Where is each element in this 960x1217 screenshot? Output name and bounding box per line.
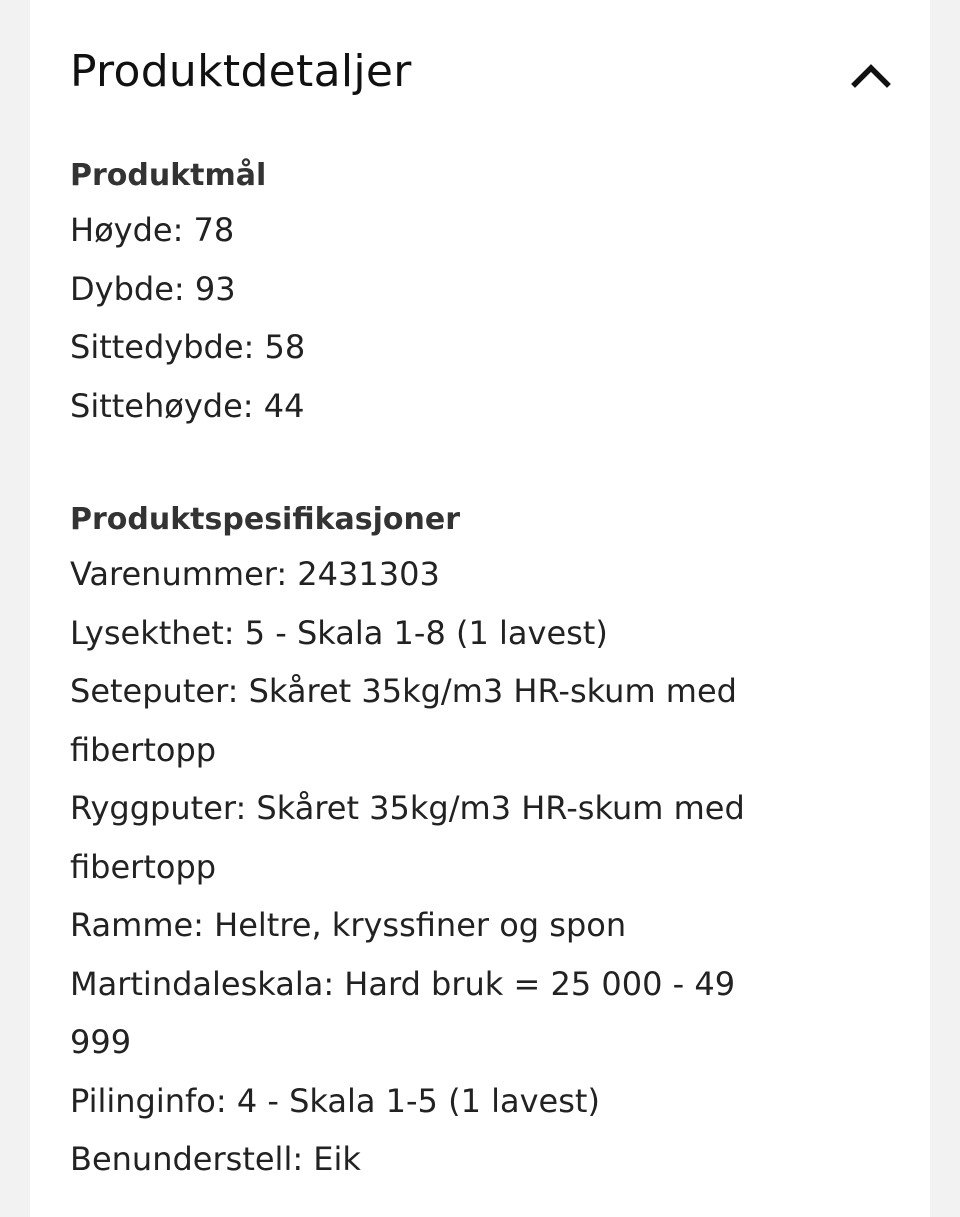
spec-line-depth: Dybde: 93 [70, 269, 236, 308]
spec-line-base: Benunderstell: Eik [70, 1140, 361, 1178]
collapse-toggle-button[interactable] [848, 54, 894, 94]
spec-line-seat-depth: Sittedybde: 58 [70, 328, 306, 366]
spec-line-seat-height: Sittehøyde: 44 [70, 386, 305, 425]
spec-line-martindale-cont: 999 [70, 1023, 132, 1061]
spec-line-back-cushions: Ryggputer: Skåret 35kg/m3 HR-skum med [70, 789, 745, 827]
spec-line-height: Høyde: 78 [70, 211, 235, 249]
accordion-header[interactable] [70, 40, 910, 104]
spec-line-item-number: Varenummer: 2431303 [70, 555, 440, 593]
accordion-content [70, 151, 870, 1189]
chevron-up-icon [851, 60, 891, 88]
spec-line-seat-cushions: Seteputer: Skåret 35kg/m3 HR-skum med [70, 672, 737, 710]
section-spacer [70, 435, 870, 495]
section-heading: Produktmål [70, 158, 267, 193]
spec-line-lightfastness: Lysekthet: 5 - Skala 1-8 (1 lavest) [70, 613, 608, 652]
spec-line-martindale: Martindaleskala: Hard bruk = 25 000 - 49 [70, 964, 736, 1003]
section-product-specifications [70, 495, 870, 1189]
spec-line-seat-cushions-cont: fibertopp [70, 730, 217, 769]
panel-title: Produktdetaljer [70, 46, 412, 97]
section-product-dimensions [70, 151, 870, 435]
product-details-panel [30, 0, 930, 1217]
section-heading: Produktspesifikasjoner [70, 502, 461, 537]
spec-line-pilling: Pilinginfo: 4 - Skala 1-5 (1 lavest) [70, 1081, 600, 1120]
spec-line-back-cushions-cont: fibertopp [70, 847, 217, 886]
spec-line-frame: Ramme: Heltre, kryssfiner og spon [70, 906, 627, 944]
